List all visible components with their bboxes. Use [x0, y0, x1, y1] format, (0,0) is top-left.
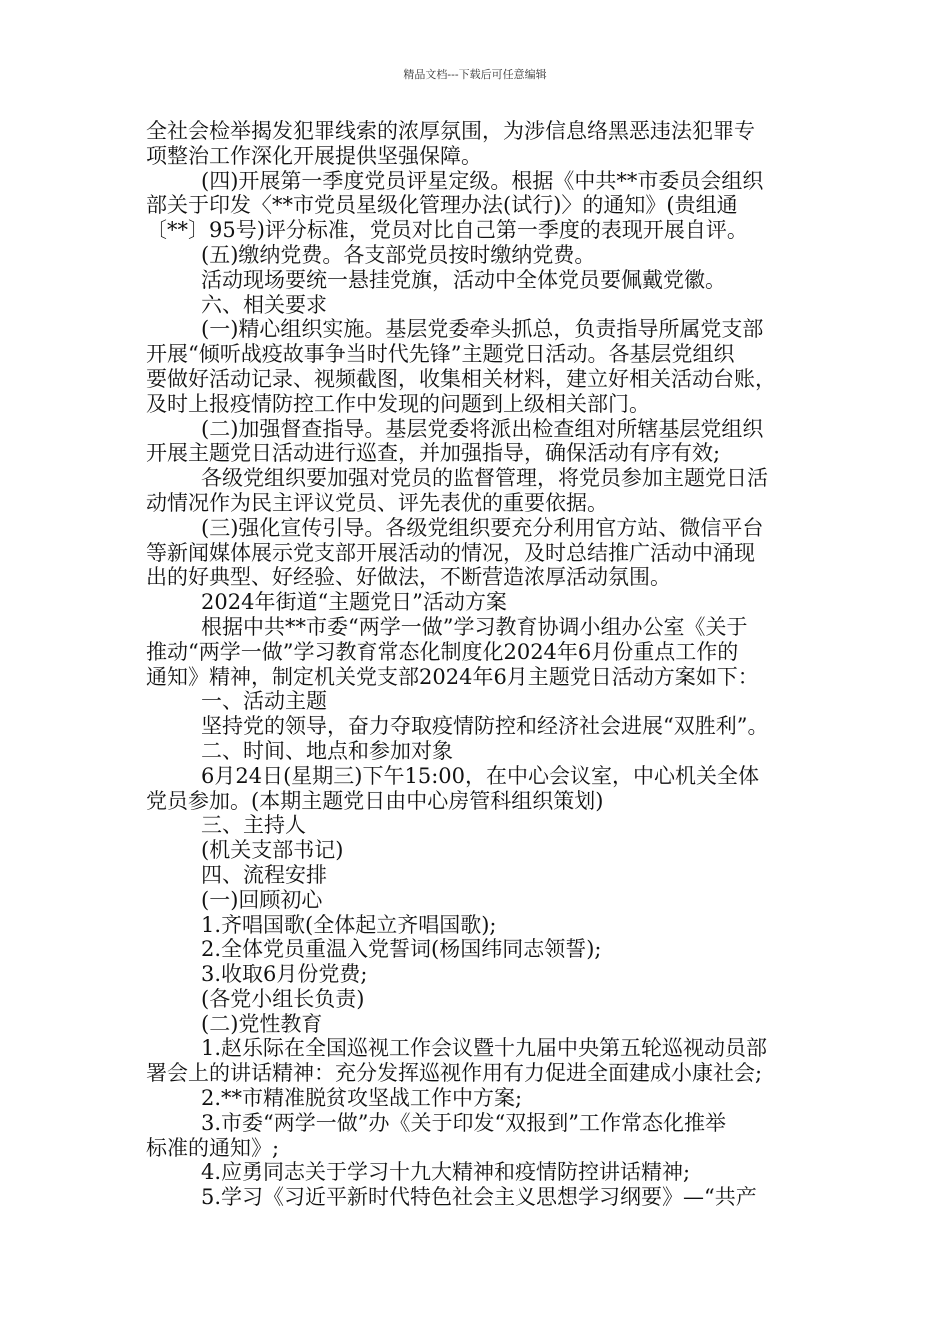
- text-line: 各级党组织要加强对党员的监督管理，将党员参加主题党日活: [201, 466, 768, 491]
- text-line: 2024年街道“主题党日”活动方案: [201, 590, 507, 615]
- text-line: (二)加强督查指导。基层党委将派出检查组对所辖基层党组织: [201, 416, 764, 441]
- text-line: (三)强化宣传引导。各级党组织要充分利用官方站、微信平台: [201, 515, 764, 540]
- text-line: 1.齐唱国歌(全体起立齐唱国歌);: [201, 912, 497, 937]
- text-line: 二、时间、地点和参加对象: [201, 738, 453, 763]
- text-line: (四)开展第一季度党员评星定级。根据《中共**市委员会组织: [201, 168, 764, 193]
- text-line: 3.收取6月份党费;: [201, 962, 368, 987]
- text-line: 2.**市精准脱贫攻坚战工作中方案;: [201, 1086, 523, 1111]
- text-line: 署会上的讲话精神：充分发挥巡视作用有力促进全面建成小康社会;: [146, 1061, 763, 1086]
- text-line: (各党小组长负责): [201, 986, 365, 1011]
- text-line: 动情况作为民主评议党员、评先表优的重要依据。: [146, 490, 608, 515]
- text-line: 5.学习《习近平新时代特色社会主义思想学习纲要》—“共产: [201, 1185, 757, 1210]
- text-line: 4.应勇同志关于学习十九大精神和疫情防控讲话精神;: [201, 1160, 691, 1185]
- text-line: 等新闻媒体展示党支部开展活动的情况，及时总结推广活动中涌现: [146, 540, 755, 565]
- text-line: 部关于印发〈**市党员星级化管理办法(试行)〉的通知》(贵组通: [146, 193, 738, 218]
- text-line: 全社会检举揭发犯罪线索的浓厚氛围，为涉信息络黑恶违法犯罪专: [146, 119, 755, 143]
- text-line: (二)党性教育: [201, 1011, 323, 1036]
- text-line: (五)缴纳党费。各支部党员按时缴纳党费。: [201, 242, 596, 267]
- text-line: 及时上报疫情防控工作中发现的问题到上级相关部门。: [146, 391, 650, 416]
- text-line: (一)精心组织实施。基层党委牵头抓总，负责指导所属党支部: [201, 317, 764, 342]
- text-line: 坚持党的领导，奋力夺取疫情防控和经济社会进展“双胜利”。: [201, 714, 769, 739]
- text-line: (机关支部书记): [201, 838, 344, 863]
- text-line: 一、活动主题: [201, 689, 327, 714]
- text-line: 标准的通知》;: [146, 1135, 280, 1160]
- text-line: 活动现场要统一悬挂党旗，活动中全体党员要佩戴党徽。: [201, 267, 726, 292]
- text-line: 出的好典型、好经验、好做法，不断营造浓厚活动氛围。: [146, 565, 671, 590]
- text-line: 三、主持人: [201, 813, 306, 838]
- document-body: [146, 119, 818, 1210]
- text-line: 党员参加。(本期主题党日由中心房管科组织策划): [146, 788, 604, 813]
- text-line: 开展主题党日活动进行巡查，并加强指导，确保活动有序有效;: [146, 441, 721, 466]
- page-header: 精品文档---下载后可任意编辑: [403, 68, 547, 81]
- text-line: 〔**〕95号)评分标准，党员对比自己第一季度的表现开展自评。: [146, 218, 748, 243]
- text-line: 开展“倾听战疫故事争当时代先锋”主题党日活动。各基层党组织: [146, 342, 735, 367]
- text-line: 项整治工作深化开展提供坚强保障。: [146, 143, 482, 168]
- text-line: 3.市委“两学一做”办《关于印发“双报到”工作常态化推举: [201, 1110, 726, 1135]
- text-line: 六、相关要求: [201, 292, 327, 317]
- text-line: 四、流程安排: [201, 862, 327, 887]
- text-line: 要做好活动记录、视频截图，收集相关材料，建立好相关活动台账，: [146, 366, 776, 391]
- text-line: (一)回顾初心: [201, 887, 323, 912]
- text-line: 根据中共**市委“两学一做”学习教育协调小组办公室《关于: [201, 614, 748, 639]
- text-line: 1.赵乐际在全国巡视工作会议暨十九届中央第五轮巡视动员部: [201, 1036, 768, 1061]
- text-line: 2.全体党员重温入党誓词(杨国纬同志领誓);: [201, 937, 602, 962]
- text-line: 通知》精神，制定机关党支部2024年6月主题党日活动方案如下：: [146, 664, 759, 689]
- text-line: 推动“两学一做”学习教育常态化制度化2024年6月份重点工作的: [146, 639, 739, 664]
- text-line: 6月24日(星期三)下午15:00，在中心会议室，中心机关全体: [201, 763, 759, 788]
